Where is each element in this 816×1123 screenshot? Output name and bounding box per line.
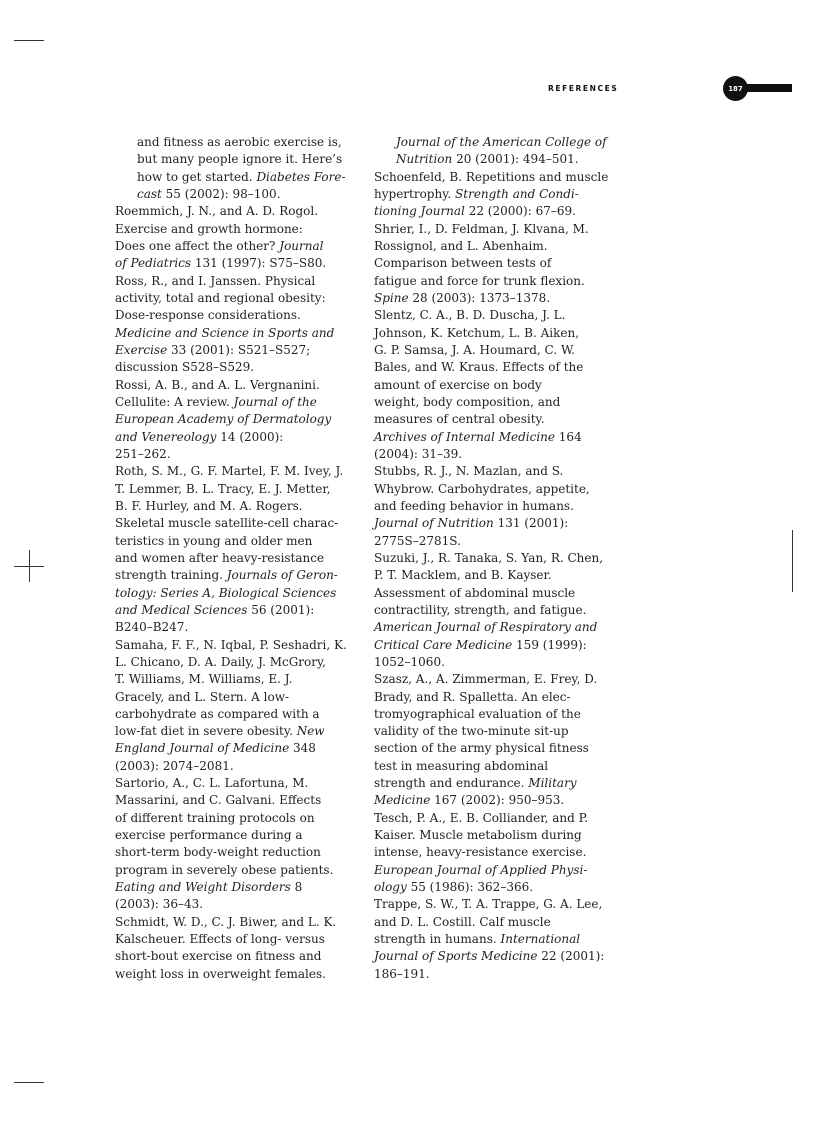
reference-line (115, 515, 353, 532)
reference-text: low-fat diet in severe obesity. (115, 724, 297, 739)
reference-line (374, 723, 612, 740)
reference-line (374, 602, 612, 619)
reference-line (374, 342, 612, 359)
reference-line (374, 446, 612, 463)
reference-text: but many people ignore it. Here’s (137, 152, 343, 167)
reference-text: Skeletal muscle satellite-cell charac- (115, 516, 339, 531)
reference-text: weight, body composition, and (374, 394, 561, 409)
reference-line (115, 862, 353, 879)
reference-line (374, 203, 612, 220)
reference-text: 159 (1999): (512, 637, 587, 652)
reference-text: contractility, strength, and fatigue. (374, 602, 587, 617)
reference-line (137, 169, 353, 186)
reference-line (115, 896, 353, 913)
reference-line (374, 411, 612, 428)
reference-italic-text: Medicine and Science in Sports and (115, 325, 335, 340)
reference-text: test in measuring abdominal (374, 758, 549, 773)
reference-italic-text: Military (528, 776, 577, 791)
reference-text: strength and endurance. (374, 776, 529, 791)
reference-line (374, 169, 612, 186)
reference-line (374, 671, 612, 688)
reference-line (115, 446, 353, 463)
reference-line (374, 255, 612, 272)
reference-line (115, 810, 353, 827)
reference-line (374, 550, 612, 567)
reference-text: Roth, S. M., G. F. Martel, F. M. Ivey, J. (115, 464, 344, 479)
reference-text: short-term body-weight reduction (115, 845, 321, 860)
reference-text: 22 (2001): (537, 949, 605, 964)
reference-line (115, 481, 353, 498)
reference-italic-text: tioning Journal (374, 204, 465, 219)
reference-text: 186–191. (374, 966, 430, 981)
reference-text: T. Williams, M. Williams, E. J. (115, 672, 293, 687)
reference-line (115, 966, 353, 983)
reference-italic-text: International (500, 932, 581, 947)
reference-line (374, 827, 612, 844)
reference-line (137, 151, 353, 168)
reference-italic-text: Medicine (374, 793, 431, 808)
reference-line (115, 879, 353, 896)
reference-text: Sartorio, A., C. L. Lafortuna, M. (115, 776, 309, 791)
reference-line (115, 689, 353, 706)
reference-line (115, 948, 353, 965)
reference-text: weight loss in overweight females. (115, 966, 326, 981)
reference-line (374, 948, 612, 965)
reference-line (374, 273, 612, 290)
reference-text: 22 (2000): 67–69. (464, 204, 576, 219)
reference-text: program in severely obese patients. (115, 862, 334, 877)
reference-text: hypertrophy. (374, 186, 456, 201)
reference-text: (2003): 2074–2081. (115, 758, 234, 773)
reference-italic-text: Journal of the American College of (396, 135, 607, 149)
reference-italic-text: and Venereology (115, 429, 217, 444)
reference-line (115, 377, 353, 394)
reference-line (374, 740, 612, 757)
reference-line (374, 221, 612, 238)
reference-text: Assessment of abdominal muscle (374, 585, 576, 600)
reference-text: short-bout exercise on fitness and (115, 949, 322, 964)
reference-text: T. Lemmer, B. L. Tracy, E. J. Metter, (115, 481, 331, 496)
left-column (115, 134, 353, 983)
registration-mark-right (792, 530, 793, 592)
reference-entry-shrier (374, 221, 612, 308)
reference-line (115, 723, 353, 740)
reference-line (374, 186, 612, 203)
registration-mark-vertical (29, 550, 30, 582)
reference-text: of different training protocols on (115, 810, 315, 825)
reference-line (115, 844, 353, 861)
reference-line (374, 914, 612, 931)
reference-line (374, 689, 612, 706)
reference-text: Rossi, A. B., and A. L. Vergnanini. (115, 377, 320, 392)
reference-line (115, 619, 353, 636)
reference-entry-ross (115, 273, 353, 377)
reference-entry-trappe (374, 896, 612, 983)
reference-line (396, 134, 612, 151)
reference-italic-text: Journal of Sports Medicine (374, 949, 538, 964)
reference-text: Suzuki, J., R. Tanaka, S. Yan, R. Chen, (374, 550, 604, 565)
reference-text: exercise performance during a (115, 828, 303, 843)
reference-italic-text: American Journal of Respiratory and (374, 620, 598, 635)
reference-italic-text: cast (137, 186, 162, 201)
reference-line (115, 706, 353, 723)
reference-text: Johnson, K. Ketchum, L. B. Aiken, (374, 325, 580, 340)
reference-text: Does one affect the other? (115, 238, 280, 253)
reference-line (374, 429, 612, 446)
reference-line (115, 567, 353, 584)
reference-text: 348 (289, 741, 316, 756)
reference-text: Comparison between tests of (374, 256, 552, 271)
reference-entry-sartorio (115, 775, 353, 914)
reference-text: (2004): 31–39. (374, 446, 463, 461)
reference-line (374, 290, 612, 307)
reference-line (115, 931, 353, 948)
reference-text: Whybrow. Carbohydrates, appetite, (374, 481, 590, 496)
reference-line (115, 203, 353, 220)
reference-italic-text: Spine (374, 290, 409, 305)
reference-line (115, 671, 353, 688)
reference-text: Schmidt, W. D., C. J. Biwer, and L. K. (115, 914, 337, 929)
reference-text: 251–262. (115, 446, 171, 461)
reference-line (115, 290, 353, 307)
reference-line (374, 619, 612, 636)
reference-text: discussion S528–S529. (115, 360, 255, 375)
reference-line (374, 810, 612, 827)
reference-line (115, 740, 353, 757)
reference-line (374, 896, 612, 913)
reference-text: and fitness as aerobic exercise is, (137, 135, 342, 149)
reference-text: Roemmich, J. N., and A. D. Rogol. (115, 204, 319, 219)
reference-italic-text: ology (374, 880, 407, 895)
reference-text: Rossignol, and L. Abenhaim. (374, 238, 548, 253)
reference-entry-stubbs (374, 463, 612, 550)
reference-text: intense, heavy-resistance exercise. (374, 845, 587, 860)
reference-line (374, 307, 612, 324)
reference-italic-text: England Journal of Medicine (115, 741, 290, 756)
reference-text: 1052–1060. (374, 654, 445, 669)
reference-line (374, 567, 612, 584)
reference-text: amount of exercise on body (374, 377, 542, 392)
reference-entry-suzuki (374, 550, 612, 671)
reference-line (115, 429, 353, 446)
reference-text: Shrier, I., D. Feldman, J. Klvana, M. (374, 221, 589, 236)
reference-line (374, 238, 612, 255)
reference-entry-roemmich (115, 203, 353, 272)
reference-line (396, 151, 612, 168)
reference-italic-text: Diabetes Fore- (256, 169, 346, 184)
reference-entry-schmidt (115, 914, 353, 983)
reference-line (137, 134, 353, 151)
reference-italic-text: European Journal of Applied Physi- (374, 862, 588, 877)
reference-line (115, 411, 353, 428)
reference-italic-text: tology: Series A, Biological Sciences (115, 585, 337, 600)
crop-mark-bottom-left (14, 1082, 44, 1083)
reference-text: L. Chicano, D. A. Daily, J. McGrory, (115, 654, 326, 669)
reference-text: 14 (2000): (216, 429, 284, 444)
reference-text: 56 (2001): (247, 602, 315, 617)
reference-entry-samaha (115, 637, 353, 776)
reference-text: strength training. (115, 568, 227, 583)
reference-text: G. P. Samsa, J. A. Houmard, C. W. (374, 342, 575, 357)
reference-line (374, 359, 612, 376)
reference-line (374, 879, 612, 896)
reference-text: 131 (2001): (493, 516, 569, 531)
reference-line (374, 844, 612, 861)
reference-entry-rossi (115, 377, 353, 464)
reference-text: section of the army physical fitness (374, 741, 589, 756)
reference-entry-cont (115, 134, 353, 203)
reference-line (115, 550, 353, 567)
reference-text: Stubbs, R. J., N. Mazlan, and S. (374, 464, 564, 479)
reference-line (115, 602, 353, 619)
reference-line (115, 342, 353, 359)
reference-text: 164 (554, 429, 582, 444)
reference-line (115, 221, 353, 238)
reference-text: Samaha, F. F., N. Iqbal, P. Seshadri, K. (115, 637, 347, 652)
reference-text: 167 (2002): 950–953. (430, 793, 565, 808)
reference-text: 55 (1986): 362–366. (406, 880, 534, 895)
reference-text: 2775S–2781S. (374, 533, 461, 548)
reference-line (115, 637, 353, 654)
reference-line (115, 238, 353, 255)
reference-text: 20 (2001): 494–501. (452, 152, 579, 167)
reference-line (115, 533, 353, 550)
reference-italic-text: of Pediatrics (115, 256, 192, 271)
reference-line (374, 325, 612, 342)
reference-italic-text: Nutrition (396, 152, 453, 167)
running-head: REFERENCES (548, 84, 619, 93)
reference-italic-text: Journals of Geron- (226, 568, 338, 583)
reference-text: Dose-response considerations. (115, 308, 301, 323)
reference-italic-text: Eating and Weight Disorders (115, 880, 291, 895)
reference-line (115, 585, 353, 602)
reference-text: B240–B247. (115, 620, 189, 635)
reference-line (374, 654, 612, 671)
reference-text: Szasz, A., A. Zimmerman, E. Frey, D. (374, 672, 598, 687)
reference-text: P. T. Macklem, and B. Kayser. (374, 568, 552, 583)
reference-italic-text: Strength and Condi- (455, 186, 579, 201)
reference-line (137, 186, 353, 203)
reference-text: 131 (1997): S75–S80. (191, 256, 327, 271)
reference-entry-schoenfeld (374, 169, 612, 221)
reference-text: and women after heavy-resistance (115, 550, 325, 565)
reference-text: Trappe, S. W., T. A. Trappe, G. A. Lee, (374, 897, 603, 912)
reference-text: 28 (2003): 1373–1378. (408, 290, 551, 305)
reference-italic-text: Journal (279, 238, 324, 253)
reference-text: and D. L. Costill. Calf muscle (374, 914, 551, 929)
reference-line (115, 273, 353, 290)
reference-line (115, 792, 353, 809)
reference-line (374, 463, 612, 480)
reference-text: B. F. Hurley, and M. A. Rogers. (115, 498, 303, 513)
reference-entry-tesch (374, 810, 612, 897)
reference-entry-slentz (374, 307, 612, 463)
reference-text: and feeding behavior in humans. (374, 498, 574, 513)
reference-line (374, 585, 612, 602)
reference-text: measures of central obesity. (374, 412, 545, 427)
reference-line (374, 498, 612, 515)
reference-italic-text: New (296, 724, 325, 739)
reference-text: Massarini, and C. Galvani. Effects (115, 793, 322, 808)
reference-line (115, 307, 353, 324)
reference-entry-szasz (374, 671, 612, 810)
reference-entry-roth (115, 463, 353, 636)
reference-text: activity, total and regional obesity: (115, 290, 326, 305)
reference-text: Slentz, C. A., B. D. Duscha, J. L. (374, 308, 566, 323)
reference-text: Tesch, P. A., E. B. Colliander, and P. (374, 810, 589, 825)
reference-text: teristics in young and older men (115, 533, 313, 548)
reference-line (115, 359, 353, 376)
reference-text: 33 (2001): S521–S527; (167, 342, 311, 357)
reference-text: tromyographical evaluation of the (374, 706, 581, 721)
reference-line (115, 498, 353, 515)
reference-italic-text: Journal of Nutrition (374, 516, 494, 531)
right-column (374, 134, 612, 983)
reference-text: how to get started. (137, 169, 257, 184)
reference-text: (2003): 36–43. (115, 897, 204, 912)
reference-line (115, 394, 353, 411)
reference-line (115, 654, 353, 671)
reference-text: 55 (2002): 98–100. (161, 186, 281, 201)
reference-text: validity of the two-minute sit-up (374, 724, 569, 739)
reference-line (115, 914, 353, 931)
reference-text: Brady, and R. Spalletta. An elec- (374, 689, 571, 704)
reference-line (374, 792, 612, 809)
reference-text: Exercise and growth hormone: (115, 221, 303, 236)
reference-italic-text: Archives of Internal Medicine (374, 429, 555, 444)
reference-italic-text: Critical Care Medicine (374, 637, 513, 652)
reference-line (115, 758, 353, 775)
reference-text: carbohydrate as compared with a (115, 706, 320, 721)
reference-text: Schoenfeld, B. Repetitions and muscle (374, 169, 609, 184)
reference-line (115, 775, 353, 792)
reference-line (374, 377, 612, 394)
reference-italic-text: Exercise (115, 342, 168, 357)
reference-text: 8 (290, 880, 303, 895)
reference-line (374, 394, 612, 411)
reference-text: Kaiser. Muscle metabolism during (374, 828, 582, 843)
reference-text: Cellulite: A review. (115, 394, 234, 409)
reference-line (374, 533, 612, 550)
reference-line (374, 931, 612, 948)
reference-line (115, 255, 353, 272)
reference-line (374, 515, 612, 532)
reference-line (374, 706, 612, 723)
reference-entry-cont (374, 134, 612, 169)
reference-italic-text: Journal of the (233, 394, 317, 409)
page-number: 187 (723, 76, 748, 101)
reference-line (374, 775, 612, 792)
reference-line (374, 758, 612, 775)
reference-text: fatigue and force for trunk flexion. (374, 273, 585, 288)
reference-line (374, 966, 612, 983)
reference-line (115, 827, 353, 844)
reference-text: Gracely, and L. Stern. A low- (115, 689, 290, 704)
reference-line (374, 637, 612, 654)
crop-mark-top-left (14, 40, 44, 41)
reference-text: Bales, and W. Kraus. Effects of the (374, 360, 584, 375)
reference-line (115, 325, 353, 342)
reference-text: Ross, R., and I. Janssen. Physical (115, 273, 316, 288)
reference-italic-text: European Academy of Dermatology (115, 412, 332, 427)
reference-text: Kalscheuer. Effects of long- versus (115, 932, 325, 947)
reference-text: strength in humans. (374, 932, 501, 947)
reference-line (374, 481, 612, 498)
reference-line (374, 862, 612, 879)
reference-italic-text: and Medical Sciences (115, 602, 248, 617)
reference-line (115, 463, 353, 480)
